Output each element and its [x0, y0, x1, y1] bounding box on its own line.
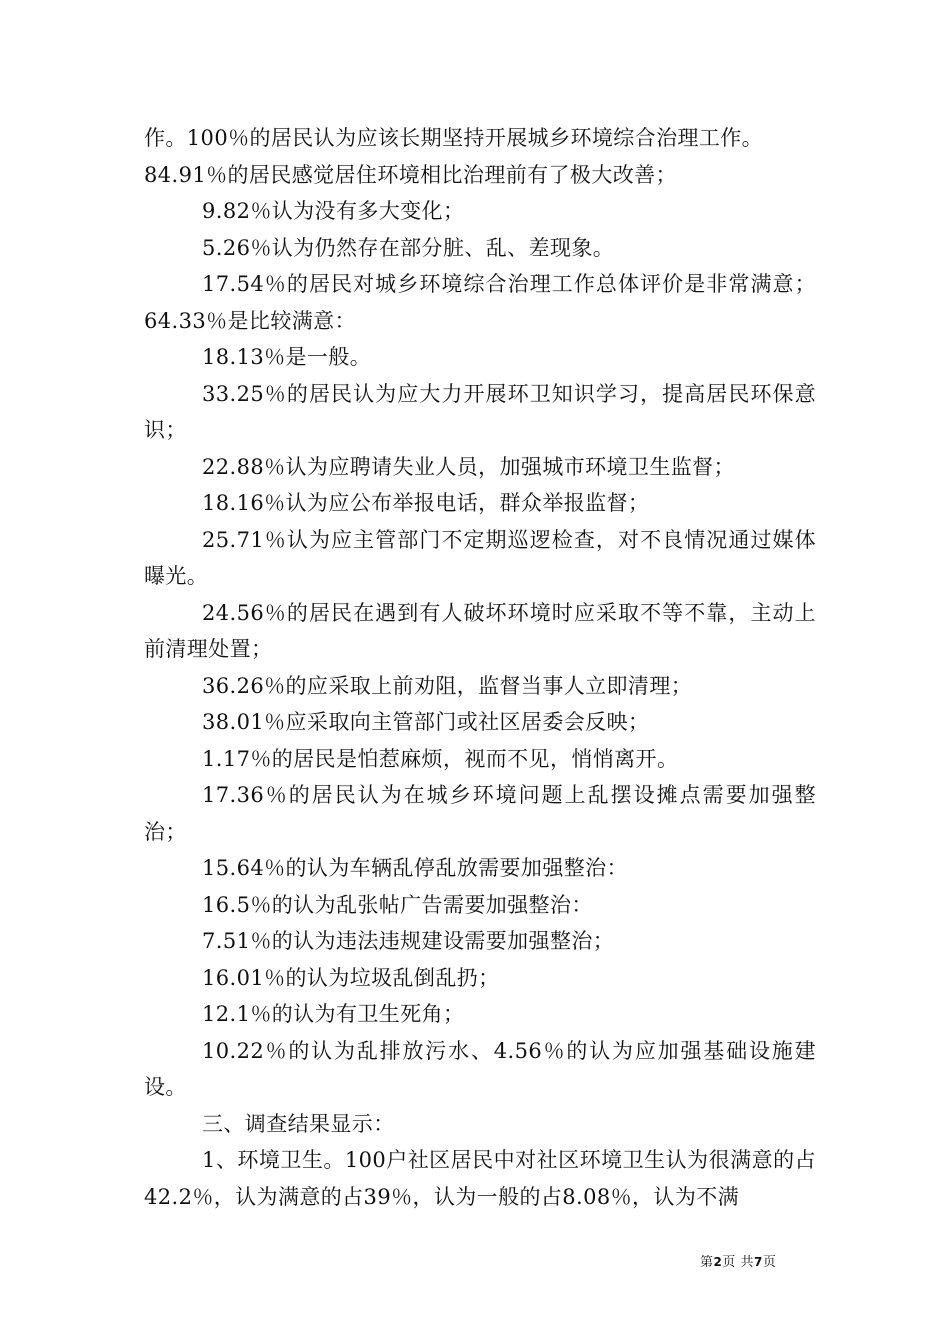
paragraph: 22.88％认为应聘请失业人员，加强城市环境卫生监督； — [202, 454, 735, 479]
footer-prefix: 第 — [700, 1255, 714, 1270]
paragraph: 三、调查结果显示： — [202, 1111, 395, 1136]
paragraph: 1、环境卫生。100户社区居民中对社区环境卫生认为很满意的占42.2％，认为满意的占39％，认为一般的占8.08％，认为不满 — [144, 1148, 816, 1209]
paragraph: 9.82％认为没有多大变化； — [202, 199, 465, 223]
paragraph: 16.5％的认为乱张帖广告需要加强整治： — [202, 892, 593, 917]
footer-middle: 页 共 — [722, 1255, 755, 1270]
paragraph: 84.91％的居民感觉居住环境相比治理前有了极大改善； — [144, 162, 677, 187]
page-footer — [700, 1253, 820, 1272]
paragraph: 17.54％的居民对城乡环境综合治理工作总体评价是非常满意；64.33％是比较满意： — [144, 272, 816, 333]
paragraph: 18.16％认为应公布举报电话，群众举报监督； — [202, 491, 650, 515]
paragraph: 33.25％的居民认为应大力开展环卫知识学习，提高居民环保意识； — [144, 381, 816, 442]
footer-suffix: 页 — [762, 1255, 777, 1270]
paragraph: 18.13％是一般。 — [202, 345, 372, 369]
paragraph: 1.17％的居民是怕惹麻烦，视而不见，悄悄离开。 — [202, 746, 679, 771]
paragraph: 38.01％应采取向主管部门或社区居委会反映； — [202, 710, 650, 734]
paragraph: 5.26％认为仍然存在部分脏、乱、差现象。 — [202, 235, 615, 260]
paragraph: 17.36％的居民认为在城乡环境问题上乱摆设摊点需要加强整治； — [144, 783, 816, 844]
footer-current-page: 2 — [713, 1255, 723, 1269]
paragraph: 10.22％的认为乱排放污水、4.56％的认为应加强基础设施建设。 — [144, 1038, 816, 1099]
paragraph: 15.64％的认为车辆乱停乱放需要加强整治： — [202, 856, 628, 880]
paragraph: 36.26％的应采取上前劝阻，监督当事人立即清理； — [202, 673, 693, 698]
paragraph: 作。100％的居民认为应该长期坚持开展城乡环境综合治理工作。 — [144, 126, 764, 150]
paragraph: 7.51％的认为违法违规建设需要加强整治； — [202, 929, 615, 953]
paragraph: 25.71％认为应主管部门不定期巡逻检查，对不良情况通过媒体曝光。 — [144, 527, 816, 588]
paragraph: 12.1％的认为有卫生死角； — [202, 1002, 465, 1026]
footer-total-pages: 7 — [754, 1255, 763, 1269]
paragraph: 24.56％的居民在遇到有人破坏环境时应采取不等不靠，主动上前清理处置； — [144, 600, 816, 661]
paragraph: 16.01％的认为垃圾乱倒乱扔； — [202, 965, 500, 990]
body-text — [144, 120, 816, 1215]
